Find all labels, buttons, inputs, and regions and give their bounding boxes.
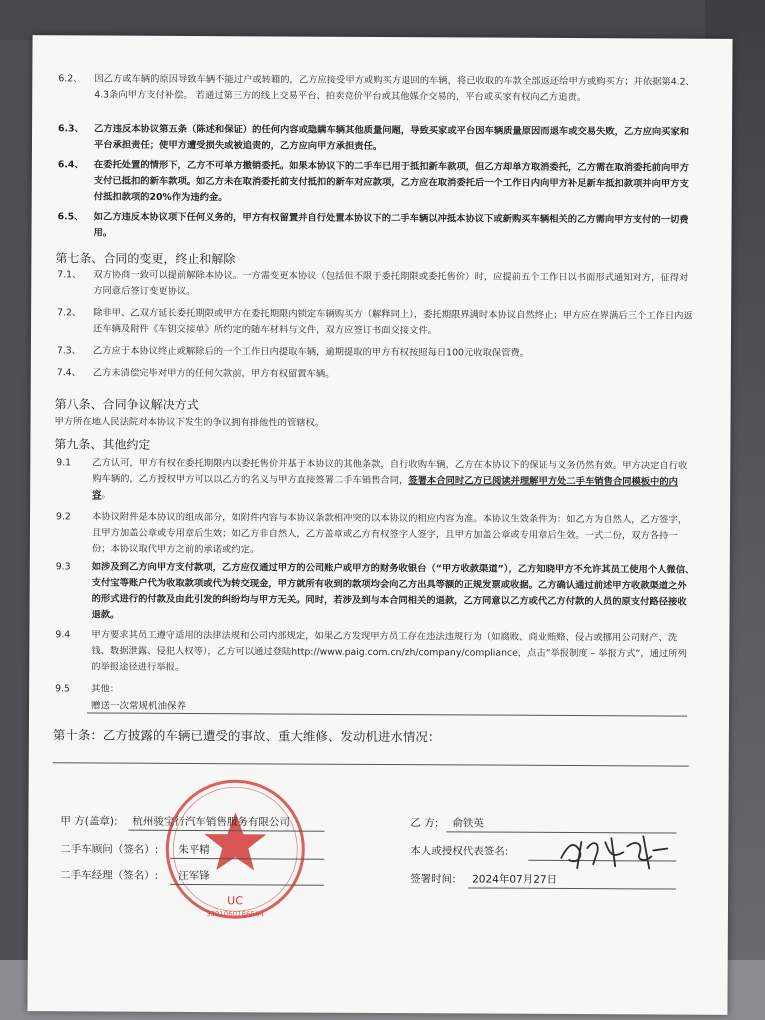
clause-text: 如乙方违反本协议项下任何义务的，甲方有权留置并自行处置本协议下的二手车辆以冲抵本协议下或新购买车辆相关的乙方需向甲方支付的一切费用。: [93, 211, 689, 239]
date-value: 2024年07月27日: [472, 873, 558, 886]
clause-number: 6.2、: [58, 73, 83, 85]
clause-text: 双方协商一致可以提前解除本协议。一方需变更本协议（包括但不限于委托期限或委托售价）时，应提前五个工作日以书面形式通知对方，征得对方同意后签订变更协议。: [93, 269, 689, 298]
clause-9-3: [55, 559, 695, 626]
other-agreement-line: [87, 712, 687, 716]
clause-number: 6.4、: [57, 159, 84, 171]
section-7-title: 第七条、合同的变更，终止和解除: [55, 251, 236, 267]
clause-number: 9.3: [55, 561, 71, 573]
section-8-title: 第八条、合同争议解决方式: [54, 397, 199, 413]
clause-text: 因乙方或车辆的原因导致车辆不能过户或转籍的，乙方应接受甲方或购买方退回的车辆，将已收取的车款全部返还给甲方或购买方；并依据第4.2、4.3条向甲方支付补偿。 若通过第三方的线上交易平台、拍卖竞价平台或其他媒介交易的，平台或买家有权向乙方追责。: [94, 73, 695, 104]
representative-label: 本人或授权代表签名:: [410, 845, 509, 858]
stamp-code: UC: [227, 894, 243, 908]
clause-text: 乙方违反本协议第五条（陈述和保证）的任何内容或隐瞒车辆其他质量问题，导致买家或平台因车辆质量原因而退车或交易失败，乙方应向买家和平台承担责任；使甲方遭受损失或被追责的，乙方应向甲方承担责任。: [93, 123, 690, 153]
clause-text: 乙方未清偿完毕对甲方的任何欠款前，甲方有权留置车辆。: [92, 367, 335, 380]
clause-number: 7.2、: [57, 307, 82, 319]
clause-9-2: [56, 509, 696, 560]
clause-number: 9.1: [56, 457, 72, 469]
clause-text: 如涉及到乙方向甲方支付款项，乙方应仅通过甲方的公司账户或甲方的财务收银台（“甲方收款渠道”），乙方知晓甲方不允许其员工使用个人微信、支付宝等账户代为收取款项或代为转交现金，甲方就所有收到的款项均会向乙方出具等额的正规发票或收据。乙方确认通过前述甲方收款渠道之外的形式进行的付款及由此引发的纠纷均与甲方无关。同时，若涉及到与本合同相关的退款，乙方同意以乙方或代乙方付款的人员的原支付路径接收退款。: [91, 561, 695, 621]
section-10-title: 第十条：乙方披露的车辆已遭受的事故、重大维修、发动机进水情况：: [52, 727, 441, 745]
date-label: 签署时间:: [410, 873, 456, 886]
clause-6-4: [58, 157, 698, 208]
clause-7-4: [57, 365, 697, 384]
clause-text: [92, 455, 696, 506]
manager-label: 二手车经理（签名）:: [60, 869, 159, 882]
party-a-label: 甲 方(盖章):: [60, 815, 118, 828]
clause-number: 7.3、: [56, 345, 82, 357]
clause-number: 7.4、: [56, 367, 81, 379]
clause-9-1: [56, 455, 696, 506]
clause-number: 6.3、: [58, 123, 84, 135]
advisor-label: 二手车顾问（签名）:: [60, 843, 159, 856]
clause-number: 9.4: [55, 629, 71, 641]
contract-page: [27, 35, 732, 1015]
date-line: [468, 887, 676, 889]
clause-9-4: [55, 627, 695, 678]
manager-value: 汪军锋: [178, 869, 210, 883]
clause-text: 甲方要求其员工遵守适用的法律法规和公司内部规定，如果乙方发现甲方员工存在违法违规行为（如腐败、商业贿赂、侵占或挪用公司财产、洗钱、数据泄露、侵犯人权等），乙方可以通过登陆http://www.paig.com.cn/zh/company/compliance，点击“举报制度 – 举报方式”，通过所列的举报途径进行举报。: [91, 629, 687, 673]
clause-7-1: [57, 267, 697, 302]
section-8-text: 甲方所在地人民法院对本协议下发生的争议拥有排他性的管辖权。: [54, 416, 325, 429]
clause-text: 本协议附件是本协议的组成部分，如附件内容与本协议条款相冲突的以本协议的相应内容为准。本协议生效条件为：如乙方为自然人，乙方签字，且甲方加盖公章或专用章后生效；如乙方非自然人，乙方盖章或乙方有权签字人签字，且甲方加盖公章或专用章后生效。一式二份，双方各持一份；本协议取代甲方之前的承诺或约定。: [91, 511, 688, 556]
clause-label: 其他：: [91, 683, 120, 695]
section-10-line: [53, 762, 689, 766]
clause-text: 乙方应于本协议终止或解除后的一个工作日内提取车辆，逾期提取的甲方有权按照每日100元收取保管费。: [92, 345, 530, 359]
clause-6-3: [58, 121, 698, 156]
clause-number: 9.2: [56, 511, 71, 523]
handwritten-signature: [553, 828, 673, 874]
clause-text: 在委托处置的情形下，乙方不可单方撤销委托。如果本协议下的二手车已用于抵扣新车款项，但乙方却单方取消委托，乙方需在取消委托前向甲方支付已抵扣的新车款项。如乙方未在取消委托前支付抵扣的新车对应款项，乙方应在取消委托后一个工作日内向甲方补足新车抵扣款项并向甲方支付抵扣款项的20%作为违约金。: [93, 159, 689, 204]
clause-end: 。: [101, 489, 111, 501]
other-agreement-value: 赠送一次常规机油保养: [91, 700, 187, 712]
party-a-value: 杭州骏宝行汽车销售服务有限公司: [132, 815, 290, 829]
section-9-title: 第九条、其他约定: [54, 437, 151, 452]
clause-number: 7.1、: [57, 269, 82, 281]
party-b-label: 乙 方:: [410, 817, 439, 830]
stamp-number: 3301060186564: [205, 910, 264, 919]
clause-body: 乙方认可，甲方有权在委托期限内以委托售价并基于本协议的其他条款，自行收购车辆，乙方在本协议下的保证与义务仍然有效。甲方决定自行收购车辆的，乙方授权甲方可以以乙方的名义与甲方直接签署二手车销售合同，: [92, 457, 688, 487]
clause-6-5: [57, 209, 697, 244]
party-b-value: 俞铁英: [452, 817, 484, 830]
clause-7-2: [57, 305, 697, 340]
background-top: [0, 0, 765, 40]
clause-text: 除非甲、乙双方延长委托期限或甲方在委托期限内锁定车辆购买方（解释同上），委托期限界满时本协议自然终止；甲方应在界满后三个工作日内返还车辆及附件《车钥交接单》所约定的随车材料与文件，双方应签订书面交接文件。: [92, 307, 693, 337]
clause-number: 9.5: [55, 683, 70, 695]
clause-6-2: [58, 71, 698, 106]
clause-7-3: [57, 343, 697, 362]
advisor-value: 朱平精: [178, 843, 210, 857]
clause-number: 6.5、: [57, 211, 84, 223]
clause-emphasis: 签署本合同时乙方已阅读并理解甲方处二手车销售合同模板中的内容: [92, 475, 678, 501]
